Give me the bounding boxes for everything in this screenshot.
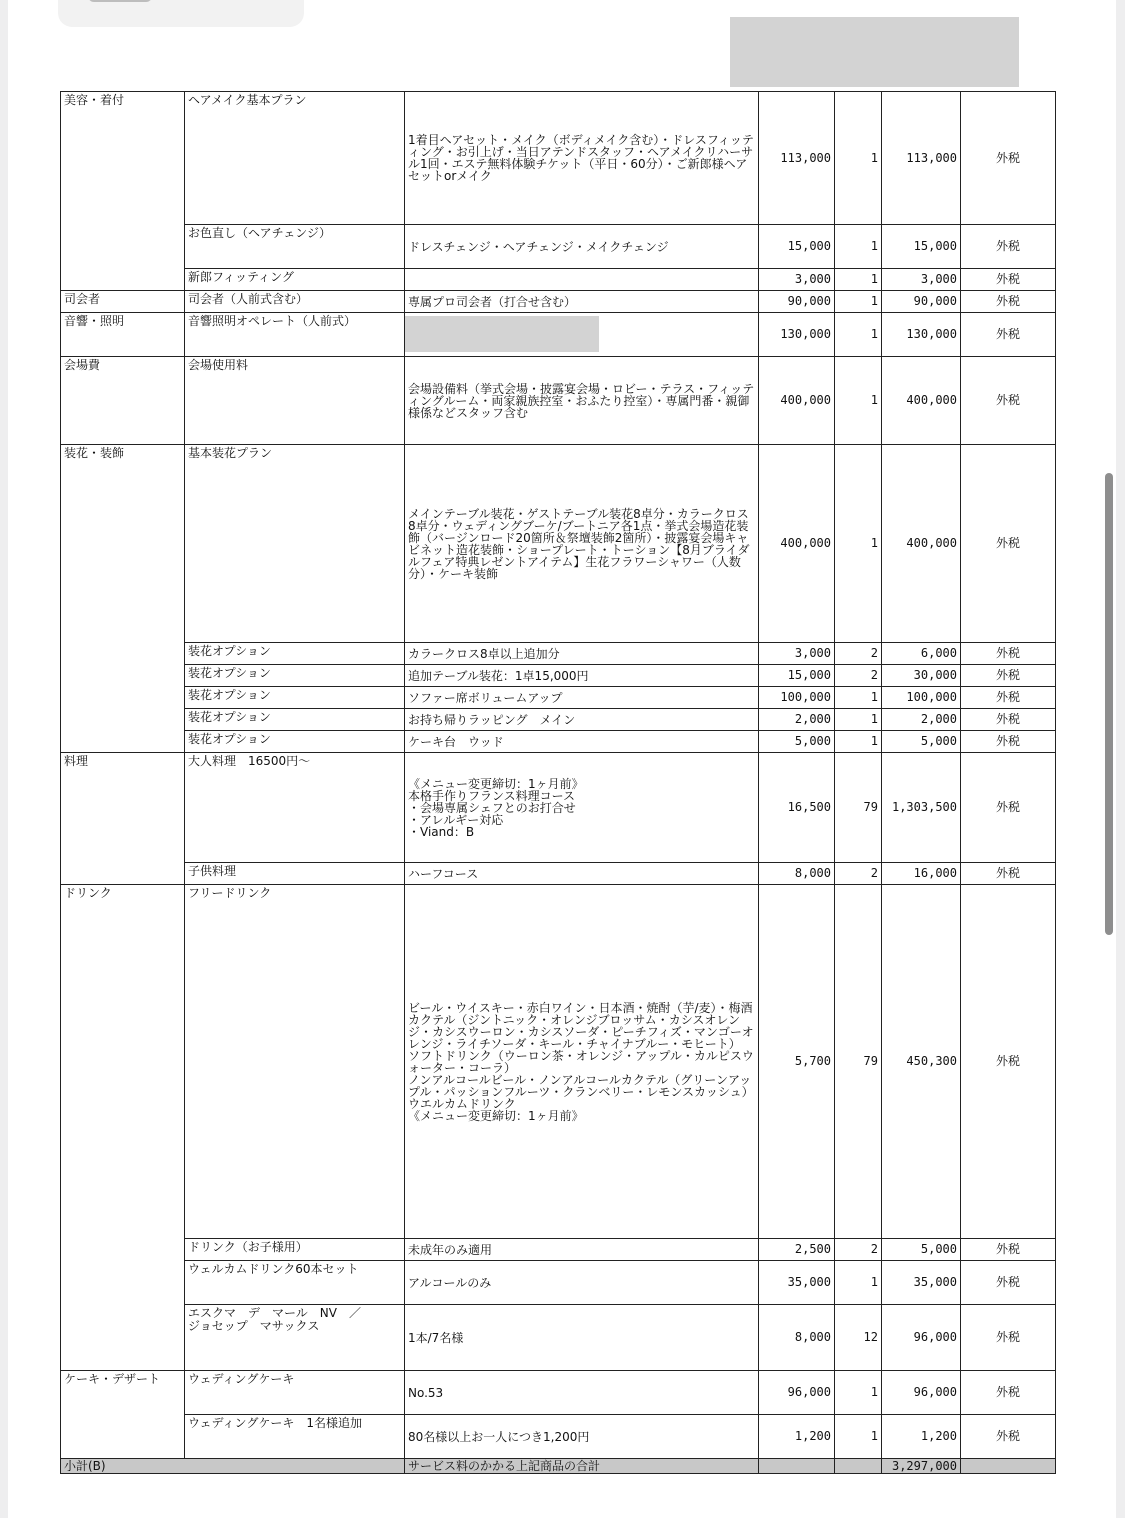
description-cell: 《メニュー変更締切：1ヶ月前》 本格手作りフランス料理コース ・会場専属シェフとのお打合せ ・アレルギー対応 ・Viand：B: [405, 753, 759, 863]
description-cell: 追加テーブル装花：1卓15,000円: [405, 665, 759, 687]
amount-cell: 3,000: [882, 269, 961, 291]
quantity-cell: 1: [835, 445, 882, 643]
description-cell: ケーキ台 ウッド: [405, 731, 759, 753]
category-cell: 音響・照明: [61, 313, 185, 357]
tax-cell: 外税: [961, 1261, 1056, 1305]
quantity-cell: 1: [835, 291, 882, 313]
item-cell: ヘアメイク基本プラン: [185, 92, 405, 225]
unit-price-cell: 400,000: [759, 357, 835, 445]
quantity-cell: 1: [835, 1415, 882, 1459]
subtotal-amount: 3,297,000: [882, 1459, 961, 1474]
category-cell: 料理: [61, 753, 185, 863]
category-cell: [61, 665, 185, 687]
item-cell: 装花オプション: [185, 665, 405, 687]
table-row: [61, 643, 1056, 665]
quantity-cell: 1: [835, 709, 882, 731]
quantity-cell: 2: [835, 643, 882, 665]
amount-cell: 15,000: [882, 225, 961, 269]
quantity-cell: 1: [835, 357, 882, 445]
category-cell: ドリンク: [61, 885, 185, 1239]
item-cell: 子供料理: [185, 863, 405, 885]
tax-cell: 外税: [961, 687, 1056, 709]
table-row: [61, 885, 1056, 1239]
subtotal-label: 小計(B): [61, 1459, 405, 1474]
unit-price-cell: 2,500: [759, 1239, 835, 1261]
table-row: [61, 225, 1056, 269]
table-row: [61, 687, 1056, 709]
description-cell: お持ち帰りラッピング メイン: [405, 709, 759, 731]
description-cell: ビール・ウイスキー・赤白ワイン・日本酒・焼酎（芋/麦）・梅酒 カクテル（ジントニック・オレンジブロッサム・カシスオレンジ・カシスウーロン・カシスソーダ・ピーチフィズ・マンゴーオレンジ・ライチソーダ・キール・チャイナブルー・モヒート） ソフトドリンク（ウーロン茶・オレンジ・アップル・カルピスウォーター・コーラ） ノンアルコールビール・ノンアルコールカクテル（グリーンアップル・パッションフルーツ・クランベリー・レモンスカッシュ） ウエルカムドリンク 《メニュー変更締切：1ヶ月前》: [405, 885, 759, 1239]
tab-icon: [88, 0, 152, 2]
quantity-cell: 1: [835, 1371, 882, 1415]
tax-cell: 外税: [961, 92, 1056, 225]
item-cell: お色直し（ヘアチェンジ）: [185, 225, 405, 269]
scrollbar-thumb[interactable]: [1105, 473, 1113, 935]
category-cell: [61, 1239, 185, 1261]
table-row: [61, 269, 1056, 291]
tax-cell: 外税: [961, 445, 1056, 643]
amount-cell: 16,000: [882, 863, 961, 885]
table-row: [61, 1239, 1056, 1261]
amount-cell: 1,303,500: [882, 753, 961, 863]
table-row: [61, 1305, 1056, 1371]
amount-cell: 100,000: [882, 687, 961, 709]
table-row: [61, 665, 1056, 687]
empty-cell: [961, 1459, 1056, 1474]
subtotal-row: [61, 1459, 1056, 1474]
amount-cell: 35,000: [882, 1261, 961, 1305]
unit-price-cell: 400,000: [759, 445, 835, 643]
category-cell: 美容・着付: [61, 92, 185, 225]
item-cell: 大人料理 16500円〜: [185, 753, 405, 863]
unit-price-cell: 2,000: [759, 709, 835, 731]
tax-cell: 外税: [961, 1239, 1056, 1261]
item-cell: 新郎フィッティング: [185, 269, 405, 291]
description-cell: 80名様以上お一人につき1,200円: [405, 1415, 759, 1459]
quantity-cell: 1: [835, 313, 882, 357]
item-cell: 装花オプション: [185, 643, 405, 665]
unit-price-cell: 113,000: [759, 92, 835, 225]
amount-cell: 1,200: [882, 1415, 961, 1459]
item-cell: 装花オプション: [185, 731, 405, 753]
amount-cell: 5,000: [882, 731, 961, 753]
description-cell: ハーフコース: [405, 863, 759, 885]
description-cell: 専属プロ司会者（打合せ含む）: [405, 291, 759, 313]
category-cell: 装花・装飾: [61, 445, 185, 643]
category-cell: [61, 687, 185, 709]
unit-price-cell: 100,000: [759, 687, 835, 709]
tax-cell: 外税: [961, 643, 1056, 665]
item-cell: ウェディングケーキ 1名様追加: [185, 1415, 405, 1459]
tax-cell: 外税: [961, 1415, 1056, 1459]
quantity-cell: 2: [835, 665, 882, 687]
tax-cell: 外税: [961, 1305, 1056, 1371]
category-cell: [61, 1415, 185, 1459]
category-cell: [61, 731, 185, 753]
item-cell: ウェディングケーキ: [185, 1371, 405, 1415]
table-row: [61, 731, 1056, 753]
item-cell: 会場使用料: [185, 357, 405, 445]
unit-price-cell: 8,000: [759, 1305, 835, 1371]
amount-cell: 90,000: [882, 291, 961, 313]
category-cell: [61, 709, 185, 731]
item-cell: ウェルカムドリンク60本セット: [185, 1261, 405, 1305]
table-row: [61, 357, 1056, 445]
description-cell: アルコールのみ: [405, 1261, 759, 1305]
tax-cell: 外税: [961, 709, 1056, 731]
quantity-cell: 79: [835, 753, 882, 863]
table-row: [61, 709, 1056, 731]
unit-price-cell: 5,700: [759, 885, 835, 1239]
tax-cell: 外税: [961, 291, 1056, 313]
amount-cell: 96,000: [882, 1305, 961, 1371]
unit-price-cell: 96,000: [759, 1371, 835, 1415]
tax-cell: 外税: [961, 885, 1056, 1239]
quantity-cell: 1: [835, 687, 882, 709]
item-cell: ドリンク（お子様用）: [185, 1239, 405, 1261]
quantity-cell: 1: [835, 92, 882, 225]
description-cell: ソファー席ボリュームアップ: [405, 687, 759, 709]
unit-price-cell: 90,000: [759, 291, 835, 313]
item-cell: 基本装花プラン: [185, 445, 405, 643]
amount-cell: 130,000: [882, 313, 961, 357]
category-cell: 司会者: [61, 291, 185, 313]
unit-price-cell: 15,000: [759, 225, 835, 269]
tax-cell: 外税: [961, 753, 1056, 863]
tax-cell: 外税: [961, 269, 1056, 291]
amount-cell: 450,300: [882, 885, 961, 1239]
redacted-block: [405, 316, 599, 352]
tax-cell: 外税: [961, 1371, 1056, 1415]
amount-cell: 400,000: [882, 445, 961, 643]
category-cell: [61, 1261, 185, 1305]
tax-cell: 外税: [961, 225, 1056, 269]
amount-cell: 96,000: [882, 1371, 961, 1415]
unit-price-cell: 8,000: [759, 863, 835, 885]
unit-price-cell: 130,000: [759, 313, 835, 357]
tax-cell: 外税: [961, 665, 1056, 687]
amount-cell: 6,000: [882, 643, 961, 665]
item-cell: 装花オプション: [185, 687, 405, 709]
table-row: [61, 1261, 1056, 1305]
table-row: [61, 291, 1056, 313]
category-cell: [61, 225, 185, 269]
unit-price-cell: 3,000: [759, 269, 835, 291]
tax-cell: 外税: [961, 357, 1056, 445]
empty-cell: [835, 1459, 882, 1474]
description-cell: [405, 313, 759, 357]
unit-price-cell: 1,200: [759, 1415, 835, 1459]
unit-price-cell: 35,000: [759, 1261, 835, 1305]
quantity-cell: 12: [835, 1305, 882, 1371]
amount-cell: 2,000: [882, 709, 961, 731]
description-cell: ドレスチェンジ・ヘアチェンジ・メイクチェンジ: [405, 225, 759, 269]
estimate-table: [60, 91, 1056, 1474]
description-cell: 未成年のみ適用: [405, 1239, 759, 1261]
item-cell: エスクマ デ マール NV ／ ジョセップ マサックス: [185, 1305, 405, 1371]
unit-price-cell: 16,500: [759, 753, 835, 863]
amount-cell: 30,000: [882, 665, 961, 687]
category-cell: [61, 269, 185, 291]
quantity-cell: 1: [835, 225, 882, 269]
quantity-cell: 2: [835, 1239, 882, 1261]
category-cell: [61, 863, 185, 885]
category-cell: ケーキ・デザート: [61, 1371, 185, 1415]
table-row: [61, 1415, 1056, 1459]
tax-cell: 外税: [961, 313, 1056, 357]
description-cell: 会場設備料（挙式会場・披露宴会場・ロビー・テラス・フィッティングルーム・両家親族控室・おふたり控室）・専属門番・親御様係などスタッフ含む: [405, 357, 759, 445]
table-row: [61, 863, 1056, 885]
category-cell: 会場費: [61, 357, 185, 445]
quantity-cell: 1: [835, 731, 882, 753]
table-row: [61, 753, 1056, 863]
item-cell: フリードリンク: [185, 885, 405, 1239]
item-cell: 音響照明オペレート（人前式）: [185, 313, 405, 357]
subtotal-description: サービス料のかかる上記商品の合計: [405, 1459, 759, 1474]
empty-cell: [759, 1459, 835, 1474]
description-cell: メインテーブル装花・ゲストテーブル装花8卓分・カラークロス8卓分・ウェディングブーケ/ブートニア各1点・挙式会場造花装飾（バージンロード20箇所＆祭壇装飾2箇所）・披露宴会場キャビネット造花装飾・ショープレート・トーション【8月ブライダルフェア特典レゼントアイテム】生花フラワーシャワー（人数分）・ケーキ装飾: [405, 445, 759, 643]
tax-cell: 外税: [961, 731, 1056, 753]
quantity-cell: 79: [835, 885, 882, 1239]
unit-price-cell: 5,000: [759, 731, 835, 753]
amount-cell: 113,000: [882, 92, 961, 225]
document-page: [8, 0, 1116, 1518]
table-row: [61, 445, 1056, 643]
amount-cell: 400,000: [882, 357, 961, 445]
unit-price-cell: 15,000: [759, 665, 835, 687]
item-cell: 司会者（人前式含む）: [185, 291, 405, 313]
tax-cell: 外税: [961, 863, 1056, 885]
description-cell: No.53: [405, 1371, 759, 1415]
toolbar-tab[interactable]: [58, 0, 304, 27]
category-cell: [61, 1305, 185, 1371]
table-row: [61, 92, 1056, 225]
amount-cell: 5,000: [882, 1239, 961, 1261]
table-row: [61, 313, 1056, 357]
quantity-cell: 2: [835, 863, 882, 885]
item-cell: 装花オプション: [185, 709, 405, 731]
description-cell: カラークロス8卓以上追加分: [405, 643, 759, 665]
quantity-cell: 1: [835, 1261, 882, 1305]
category-cell: [61, 643, 185, 665]
redacted-block: [730, 17, 1019, 87]
quantity-cell: 1: [835, 269, 882, 291]
unit-price-cell: 3,000: [759, 643, 835, 665]
description-cell: 1着目ヘアセット・メイク（ボディメイク含む）・ドレスフィッティング・お引上げ・当日アテンドスタッフ・ヘアメイクリハーサル1回・エステ無料体験チケット（平日・60分）・ご新郎様ヘアセットorメイク: [405, 92, 759, 225]
table-row: [61, 1371, 1056, 1415]
description-cell: 1本/7名様: [405, 1305, 759, 1371]
description-cell: [405, 269, 759, 291]
